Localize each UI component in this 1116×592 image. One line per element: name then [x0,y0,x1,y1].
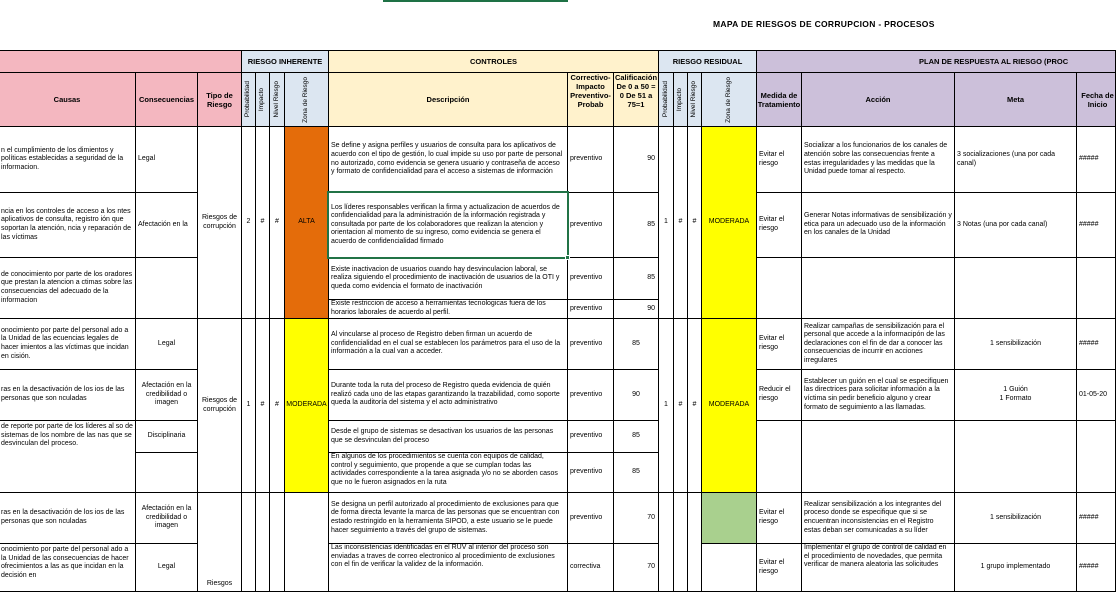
causa-text: onocimiento por parte del personal ado a la Unidad de las consecuencias de hacer ofrecimientos a las as que incidan en la decisión en [1,546,129,579]
col-header-impacto[interactable]: Impacto [255,72,270,127]
zona-residual-cell[interactable]: MODERADA [701,318,757,493]
medida-tratamiento-cell[interactable]: Evitar el riesgo [756,318,802,370]
consecuencia-cell[interactable]: Afectación en la [135,192,198,258]
group-header-riesgo-inherente[interactable]: RIESGO INHERENTE [241,50,329,73]
col-header-probabilidad[interactable]: Probabilidad [241,72,256,127]
col-header-correctivo[interactable]: Correctivo- Impacto Preventivo- Probab [567,72,614,127]
col-header-nivel[interactable]: Nivel Riesgo [269,72,285,127]
impacto-residual-cell[interactable]: # [673,126,688,319]
col-header-impacto-residual[interactable]: Impacto [673,72,688,127]
col-header-descripcion[interactable]: Descripción [328,72,568,127]
col-header-probabilidad-residual[interactable]: Probabilidad [658,72,674,127]
meta-cell[interactable] [954,420,1077,493]
medida-tratamiento-cell[interactable] [756,257,802,319]
tipo-control-cell[interactable]: preventivo [567,257,614,300]
probabilidad-cell[interactable]: 1 [241,318,256,493]
descripcion-control-cell[interactable]: Se designa un perfil autorizado al procedimiento de exclusiones para que de forma directa levante la marca de las personas que se encuentran con estado restringido en la herramienta SIPOD, a este usuario se le puede hacer seguimiento a través del grupo de sistemas. [328,492,568,544]
zona-residual-cell[interactable] [701,492,757,544]
causa-cell[interactable] [0,420,136,493]
descripcion-control-cell[interactable]: Existe inactivacion de usuarios cuando hay desvinculacion laboral, se realiza siguiendo el procedimiento de inactivación de usuarios de la OTI y queda como evidencia el formato de inactivación [328,257,568,300]
fecha-inicio-cell[interactable]: ##### [1076,126,1116,193]
descripcion-control-cell[interactable]: En algunos de los procedimientos se cuenta con equipos de calidad, control y seguimiento, que propende a que se cumplan todas las actividades correspondiente a la tarea asignada y/o no se aborden casos que no le fueron asignados en la ruta [328,452,568,493]
causa-cell[interactable] [0,126,136,193]
accion-cell[interactable]: Realizar campañas de sensibilización para el personal que accede a la informacipón de las declaraciones con el fin de dar a conocer las consecuencias de incurrir en acciones irregulares [801,318,955,370]
meta-cell[interactable]: 1 grupo implementado [954,543,1077,592]
descripcion-control-cell[interactable]: Desde el grupo de sistemas se desactivan los usuarios de las personas que se desvinculan del proceso [328,420,568,453]
fill-handle[interactable] [565,255,570,260]
calificacion-cell[interactable]: 85 [613,257,659,300]
col-header-zona-residual[interactable]: Zona de Riesgo [701,72,757,127]
active-cell-selection[interactable] [327,191,569,259]
causa-text: ncia en los controles de acceso a los ntes aplicativos de consulta, registro ión que soportan la atención, ncia y reparación de las víctimas [1,207,131,241]
fecha-inicio-cell[interactable] [1076,257,1116,319]
tipo-riesgo-cell[interactable]: Riesgos [197,492,242,592]
tipo-riesgo-cell[interactable]: Riesgos de corrupción [197,126,242,319]
tipo-control-cell[interactable]: preventivo [567,492,614,544]
group-header-blank[interactable] [0,50,242,73]
col-header-accion[interactable]: Acción [801,72,955,127]
fecha-inicio-cell[interactable]: ##### [1076,318,1116,370]
causa-text: onocimiento por parte del personal ado a la Unidad de las ecuencias legales de hacer imientos a las víctimas que incidan en cisión. [1,326,129,360]
causa-cell[interactable] [0,257,136,319]
col-header-medida[interactable]: Medida de Tratamiento [756,72,802,127]
calificacion-cell[interactable]: 70 [613,492,659,544]
col-header-tipo[interactable]: Tipo de Riesgo [197,72,242,127]
accion-cell[interactable]: Implementar el grupo de control de calidad en el procedimiento de novedades, que permita verificar de manera aleatoria las solicitudes [801,543,955,592]
impacto-residual-cell[interactable]: # [673,318,688,493]
tipo-control-cell[interactable]: preventivo [567,299,614,319]
col-header-nivel-residual[interactable]: Nivel Riesgo [687,72,702,127]
calificacion-cell[interactable]: 70 [613,543,659,592]
consecuencia-cell[interactable]: Legal [135,318,198,370]
fecha-inicio-cell[interactable]: 01-05-20 [1076,369,1116,421]
nivel-riesgo-cell[interactable]: # [269,126,285,319]
medida-tratamiento-cell[interactable]: Evitar el riesgo [756,543,802,592]
meta-cell[interactable]: 1 sensibilización [954,492,1077,544]
zona-riesgo-cell[interactable]: ALTA [284,126,329,319]
calificacion-cell[interactable]: 90 [613,299,659,319]
causa-text: de reporte por parte de los líderes al so de sistemas de los nombre de las nas que se desvinculan del proceso. [1,423,133,448]
fecha-inicio-cell[interactable]: ##### [1076,543,1116,592]
col-header-zona[interactable]: Zona de Riesgo [284,72,329,127]
descripcion-control-cell[interactable]: Al vincularse al proceso de Registro deben firman un acuerdo de confidencialidad en el cual se establecen los parámetros para el uso de la información a la cual van a acceder. [328,318,568,370]
zona-riesgo-cell[interactable]: MODERADA [284,318,329,493]
consecuencia-cell[interactable] [135,452,198,493]
accion-cell[interactable] [801,257,955,319]
impacto-cell[interactable]: # [255,126,270,319]
zona-riesgo-cell[interactable] [284,492,329,592]
medida-tratamiento-cell[interactable]: Evitar el riesgo [756,192,802,258]
descripcion-control-cell[interactable]: Las inconsistencias identificadas en el RUV al interior del proceso son enviadas a traves de correo electronico al procedimiento de exclusiones con el fin de verificar la validez de la información. [328,543,568,592]
calificacion-cell[interactable]: 85 [613,452,659,493]
accion-cell[interactable]: Establecer un guión en el cual se especifiquen las directrices para solicitar información a la víctima sin pedir beneficio alguno y crear formato de seguimiento a las llamadas. [801,369,955,421]
group-header-riesgo-residual[interactable]: RIESGO RESIDUAL [658,50,757,73]
meta-cell[interactable]: 3 Notas (una por cada canal) [954,192,1077,258]
causa-text: ras en la desactivación de los ios de las personas que son nculadas [1,509,125,525]
nivel-residual-cell[interactable]: # [687,318,702,493]
calificacion-cell[interactable]: 85 [613,192,659,258]
consecuencia-cell[interactable]: Legal [135,126,198,193]
tipo-control-cell[interactable]: correctiva [567,543,614,592]
nivel-residual-cell[interactable] [687,492,702,592]
causa-cell[interactable] [0,543,136,592]
active-sheet-indicator [383,0,568,2]
accion-cell[interactable]: Generar Notas informativas de sensibilización y etica para un adecuado uso de la información en los canales de la Unidad [801,192,955,258]
nivel-riesgo-cell[interactable] [269,492,285,592]
group-header-plan[interactable]: PLAN DE RESPUESTA AL RIESGO (PROC [756,50,1116,73]
causa-cell[interactable] [0,492,136,544]
impacto-cell[interactable] [255,492,270,592]
meta-cell[interactable] [954,257,1077,319]
descripcion-control-cell[interactable]: Existe restriccion de acceso a herramientas tecnologicas fuera de los horarios laborales de acuerdo al perfil. [328,299,568,319]
fecha-inicio-cell[interactable] [1076,420,1116,493]
tipo-control-cell[interactable]: preventivo [567,192,614,258]
tipo-control-cell[interactable]: preventivo [567,126,614,193]
probabilidad-residual-cell[interactable]: 1 [658,318,674,493]
fecha-inicio-cell[interactable]: ##### [1076,492,1116,544]
zona-residual-cell[interactable] [701,543,757,592]
col-header-meta[interactable]: Meta [954,72,1077,127]
medida-tratamiento-cell[interactable]: Evitar el riesgo [756,126,802,193]
consecuencia-cell[interactable]: Legal [135,543,198,592]
col-header-fecha[interactable]: Fecha de Inicio [1076,72,1116,127]
calificacion-cell[interactable]: 85 [613,420,659,453]
causa-text: ras en la desactivación de los ios de las personas que son nculadas [1,386,125,402]
tipo-control-cell[interactable]: preventivo [567,369,614,421]
meta-cell[interactable]: 1 sensibilización [954,318,1077,370]
causa-cell[interactable] [0,369,136,421]
consecuencia-cell[interactable] [135,257,198,319]
tipo-control-cell[interactable]: preventivo [567,452,614,493]
accion-cell[interactable] [801,420,955,493]
consecuencia-cell[interactable]: Afectación en la credibilidad o imagen [135,492,198,544]
zona-residual-cell[interactable]: MODERADA [701,126,757,319]
group-header-controles[interactable]: CONTROLES [328,50,659,73]
probabilidad-cell[interactable] [241,492,256,592]
probabilidad-cell[interactable]: 2 [241,126,256,319]
sheet-title: MAPA DE RIESGOS DE CORRUPCION - PROCESOS [713,19,935,29]
medida-tratamiento-cell[interactable]: Reducir el riesgo [756,369,802,421]
descripcion-control-cell[interactable]: Durante toda la ruta del proceso de Registro queda evidencia de quién realizó cada uno de las etapas garantizando la trazabilidad, como soporte queda la auditoría del sistema y el acto administrativo [328,369,568,421]
col-header-causas[interactable]: Causas [0,72,136,127]
causa-cell[interactable] [0,192,136,258]
descripcion-control-cell[interactable]: Los líderes responsables verifican la firma y actualizacion de acuerdos de confidencialidad para la administración de la información registrada y consultada por parte de los colaboradores que realizan la atencion y orientacion al momento de su ingreso, como evidencia se genera el acuerdo de confidencialidad firmado [328,192,568,258]
causa-text: de conocimiento por parte de los oradores que prestan la atencion a ctimas sobre las consecuencias del adecuado de la informacion [1,270,133,304]
causa-cell[interactable] [0,318,136,370]
causa-text: n el cumplimiento de los dimientos y políticas establecidas a seguridad de la informacion. [1,146,124,171]
calificacion-cell[interactable]: 85 [613,318,659,370]
calificacion-cell[interactable]: 90 [613,126,659,193]
consecuencia-cell[interactable]: Disciplinaria [135,420,198,453]
tipo-control-cell[interactable]: preventivo [567,318,614,370]
medida-tratamiento-cell[interactable] [756,420,802,493]
accion-cell[interactable]: Realizar sensibilización a los integrantes del proceso donde se especifique que si se encuentran inconsistencias en el Registro estas deban ser comunicadas a su líder [801,492,955,544]
col-header-calificacion[interactable]: Calificación De 0 a 50 = 0 De 51 a 75=1 [613,72,659,127]
probabilidad-residual-cell[interactable] [658,492,674,592]
meta-cell[interactable]: 3 socializaciones (una por cada canal) [954,126,1077,193]
consecuencia-cell[interactable]: Afectación en la credibilidad o imagen [135,369,198,421]
calificacion-cell[interactable]: 90 [613,369,659,421]
impacto-cell[interactable]: # [255,318,270,493]
fecha-inicio-cell[interactable]: ##### [1076,192,1116,258]
accion-cell[interactable]: Socializar a los funcionarios de los canales de atención sobre las consecuencias frente a estas irregularidades y las medidas que la Unidad puede tomar al respecto. [801,126,955,193]
nivel-riesgo-cell[interactable]: # [269,318,285,493]
col-header-consecuencias[interactable]: Consecuencias [135,72,198,127]
tipo-control-cell[interactable]: preventivo [567,420,614,453]
impacto-residual-cell[interactable] [673,492,688,592]
meta-cell[interactable]: 1 Guión 1 Formato [954,369,1077,421]
nivel-residual-cell[interactable]: # [687,126,702,319]
medida-tratamiento-cell[interactable]: Evitar el riesgo [756,492,802,544]
descripcion-control-cell[interactable]: Se define y asigna perfiles y usuarios de consulta para los aplicativos de acuerdo con el tipo de gestión, lo cual impide su uso por parte de personal no autorizado, como evidencia se genera usuario y contraseña de acceso y formato de confidencialidad para el acceso a sistemas de información [328,126,568,193]
probabilidad-residual-cell[interactable]: 1 [658,126,674,319]
tipo-riesgo-cell[interactable]: Riesgos de corrupción [197,318,242,493]
